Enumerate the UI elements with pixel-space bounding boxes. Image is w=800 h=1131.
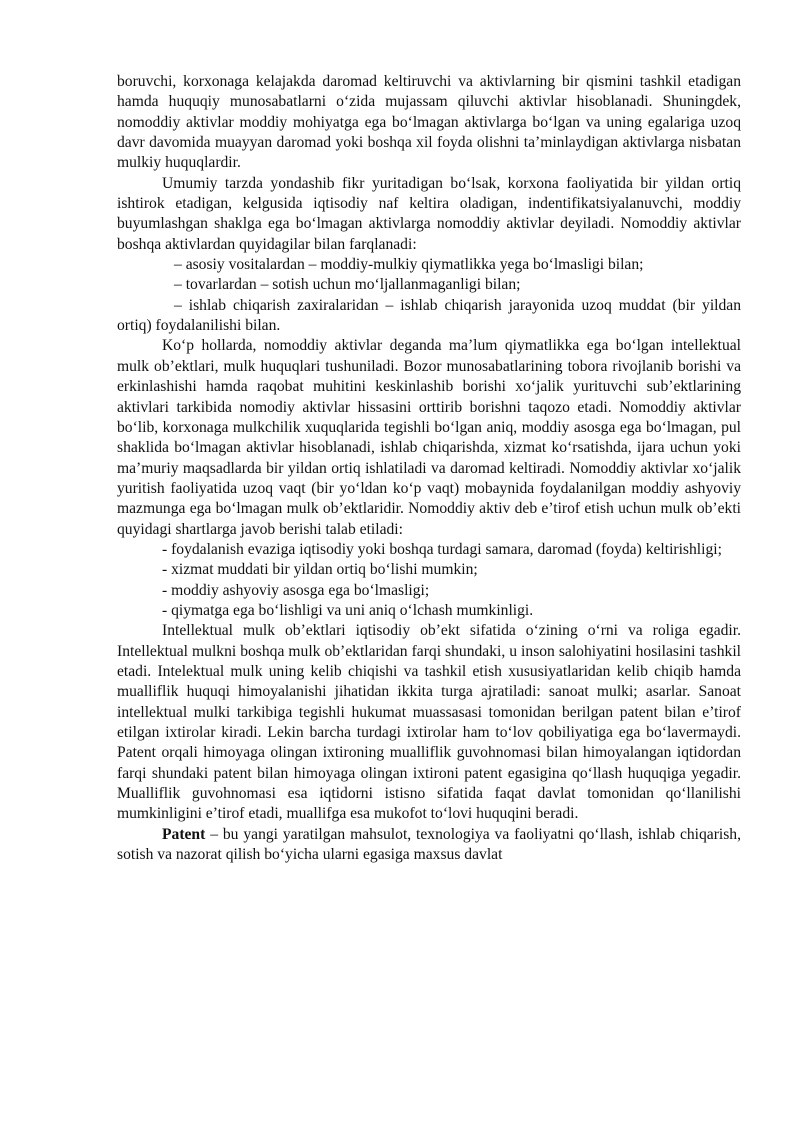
paragraph-patent [117,825,741,866]
list-item-benefit: - foydalanish evaziga iqtisodiy yoki boshqa turdagi samara, daromad (foyda) keltirishligi; [162,540,722,558]
list-item-service-life: - xizmat muddati bir yildan ortiq boʻlishi mumkin; [162,561,478,579]
paragraph-intellectual-property: Koʻp hollarda, nomoddiy aktivlar deganda ma’lum qiymatlikka ega boʻlgan intellektual mulk ob’ektlari, mulk huquqlari tushuniladi. Bozor munosabatlarining tobora rivojlanib borishi va erkinlashishi hamda raqobat muhitini keskinlashib borishi xoʻjalik yurituvchi sub’ektlarining aktivlari tarkibida nomodiy aktivlar hissasini orttirib borishni taqozo etadi. Nomoddiy aktivlar boʻlib, korxonaga mulkchilik xuquqlarida tegishli boʻlgan aniq, moddiy asosga ega boʻlmagan, pul shaklida boʻlmagan aktivlar hisoblanadi, ishlab chiqarishda, xizmat koʻrsatishda, ijara uchun yoki ma’muriy maqsadlarda bir yildan ortiq ishlatiladi va daromad keltiradi. Nomoddiy aktivlar xoʻjalik yuritish faoliyatida uzoq vaqt (bir yoʻldan koʻp vaqt) mobaynida foydalanilgan moddiy ashyoviy mazmunga ega boʻlmagan mulk ob’ektlaridir. Nomoddiy aktiv deb e’tirof etish uchun mulk ob’ekti quyidagi shartlarga javob berishi talab etiladi: [117,337,741,538]
patent-definition: – bu yangi yaratilgan mahsulot, texnologiya va faoliyatni qoʻllash, ishlab chiqarish, sotish va nazorat qilish boʻyicha ularni egasiga maxsus davlat [117,825,741,864]
patent-term: Patent [162,825,206,843]
paragraph-definition: Umumiy tarzda yondashib fikr yuritadigan boʻlsak, korxona faoliyatida bir yildan ortiq ishtirok etadigan, kelgusida iqtisodiy naf keltira oladigan, indentifikatsiyalanuvchi, moddiy buyumlashgan shaklga ega boʻlmagan aktivlarga nomoddiy aktivlar deyiladi. Nomoddiy aktivlar boshqa aktivlardan quyidagilar bilan farqlanadi: [117,174,741,253]
list-item-no-material-basis: - moddiy ashyoviy asosga ega boʻlmasligi; [162,581,430,599]
list-item-measurable-value: - qiymatga ega boʻlishligi va uni aniq oʻlchash mumkinligi. [162,601,534,619]
dash-item-fixed-assets: – asosiy vositalardan – moddiy-mulkiy qiymatlikka yega boʻlmasligi bilan; [174,256,644,274]
dash-item-production-stocks: – ishlab chiqarish zaxiralaridan – ishlab chiqarish jarayonida uzoq muddat (bir yildan ortiq) foydalanilishi bilan. [117,296,741,335]
paragraph-intellectual-objects: Intellektual mulk ob’ektlari iqtisodiy ob’ekt sifatida oʻzining oʻrni va roliga egadir. Intellektual mulkni boshqa mulk ob’ektlaridan farqi shundaki, u inson salohiyatini hosilasini tashkil etadi. Intelektual mulk uning kelib chiqishi va tashkil etish xususiyatlaridan kelib chiqib hamda mualliflik huquqi himoyalanishi jihatidan ikkita turga ajratiladi: sanoat mulki; asarlar. Sanoat intellektual mulki tarkibiga tegishli hukumat muassasasi tomonidan berilgan patent bilan e’tirof etilgan ixtirolar kiradi. Lekin barcha turdagi ixtirolar ham toʻlov qobiliyatiga ega boʻlavermaydi. Patent orqali himoyaga olingan ixtironing mualliflik guvohnomasi bilan himoyalangan iqtidordan farqi shundaki patent bilan himoyaga olingan ixtironi patent egasigina qoʻllash huquqiga yegadir. Mualliflik guvohnomasi esa iqtidorni istisno sifatida faqat davlat tomonidan qoʻllanilishi mumkinligini e’tirof etadi, muallifga esa mukofot toʻlovi huquqini beradi. [117,622,741,823]
dash-item-goods: – tovarlardan – sotish uchun moʻljallanmaganligi bilan; [174,276,521,294]
paragraph-intro-continuation: boruvchi, korxonaga kelajakda daromad keltiruvchi va aktivlarning bir qismini tashkil etadigan hamda huquqiy munosabatlarni oʻzida mujassam qiluvchi aktivlar hisoblanadi. Shuningdek, nomoddiy aktivlar moddiy mohiyatga ega boʻlmagan aktivlarga boʻlgan va uning egalariga uzoq davr davomida muayyan daromad yoki boshqa xil foyda olishni ta’minlaydigan aktivlarga nisbatan mulkiy huquqlardir. [117,73,741,172]
document-page [117,72,741,865]
